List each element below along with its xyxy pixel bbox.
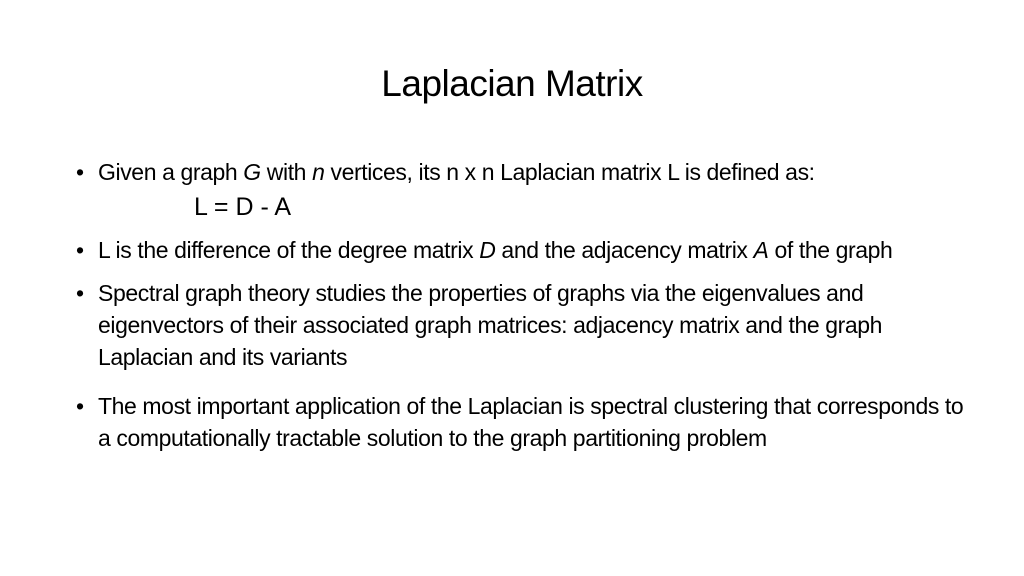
bullet-text: Spectral graph theory studies the properties of graphs via the eigenvalues and eigenvectors of their associated graph matrices: adjacency matrix and the graph Laplacian and its variants bbox=[98, 280, 883, 370]
bullet-list bbox=[76, 156, 976, 454]
bullet-text: with bbox=[260, 159, 313, 185]
bullet-text: The most important application of the Laplacian is spectral clustering that corresponds to a computationally tractable solution to the graph partitioning problem bbox=[98, 393, 964, 451]
bullet-marker: • bbox=[76, 159, 84, 185]
bullet-item-definition bbox=[76, 156, 976, 188]
laplacian-formula: L = D - A bbox=[194, 193, 292, 221]
bullet-text: L is the difference of the degree matrix bbox=[98, 237, 480, 263]
bullet-marker: • bbox=[76, 280, 84, 306]
bullet-item-spectral-theory bbox=[76, 277, 976, 373]
bullet-marker: • bbox=[76, 237, 84, 263]
degree-matrix-symbol: D bbox=[479, 237, 496, 263]
bullet-item-difference bbox=[76, 234, 976, 266]
bullet-marker: • bbox=[76, 393, 84, 419]
bullet-text: vertices, its n x n Laplacian matrix L is defined as: bbox=[324, 159, 815, 185]
adjacency-matrix-symbol: A bbox=[753, 237, 769, 263]
bullet-text: of the graph bbox=[768, 237, 893, 263]
graph-symbol: G bbox=[243, 159, 261, 185]
bullet-text: and the adjacency matrix bbox=[495, 237, 754, 263]
bullet-text: Given a graph bbox=[98, 159, 244, 185]
vertex-count-symbol: n bbox=[312, 159, 325, 185]
slide-title: Laplacian Matrix bbox=[381, 63, 643, 104]
bullet-item-application bbox=[76, 390, 976, 454]
